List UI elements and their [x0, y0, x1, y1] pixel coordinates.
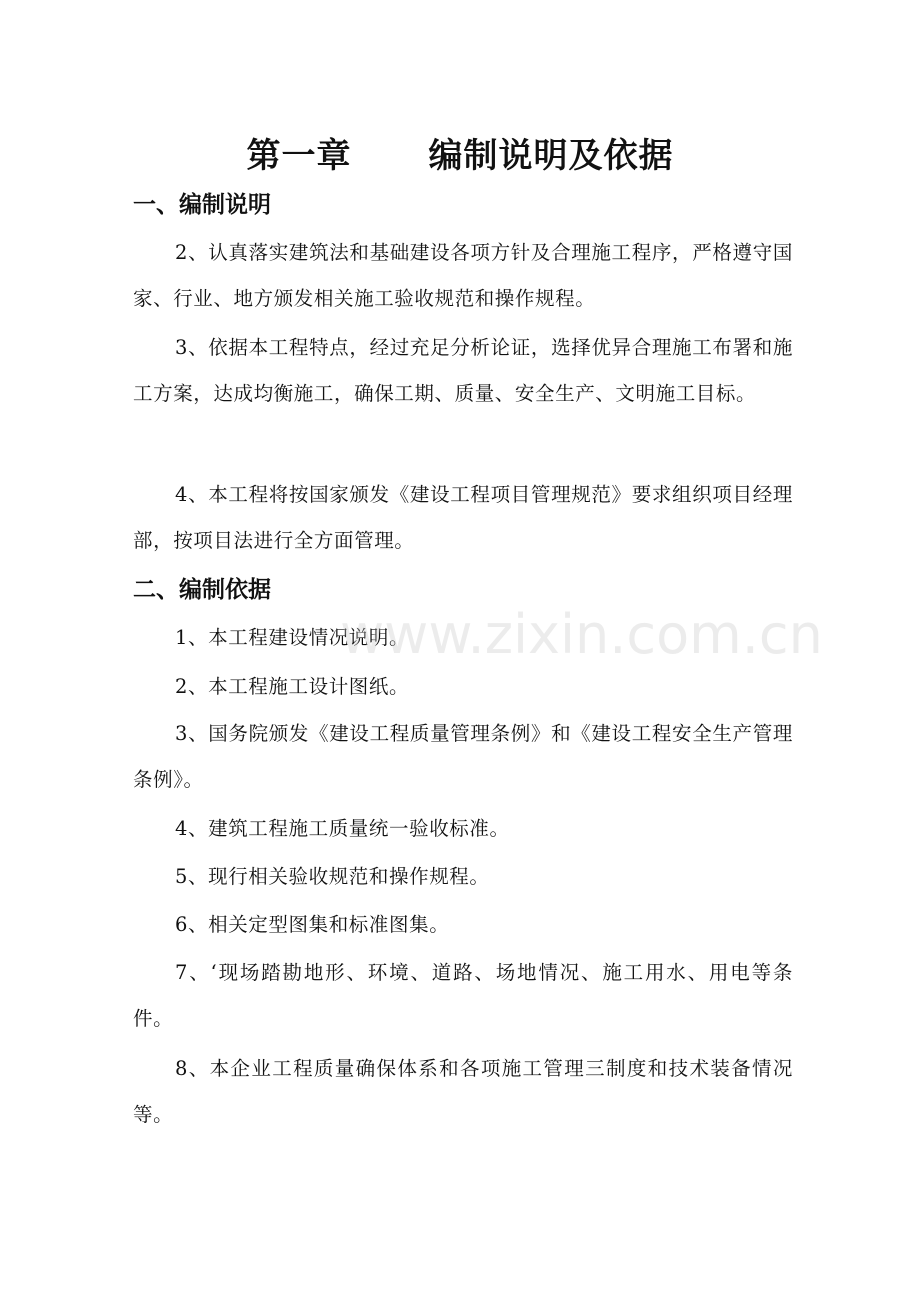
paragraph: 1、本工程建设情况说明。 [175, 626, 410, 649]
paragraph: 2、认真落实建筑法和基础建设各项方针及合理施工程序，严格遵守国家、行业、地方颁发相关施工验收规范和操作规程。 [133, 241, 793, 310]
paragraph: 4、本工程将按国家颁发《建设工程项目管理规范》要求组织项目经理部，按项目法进行全方面管理。 [133, 483, 793, 552]
paragraph: 3、国务院颁发《建设工程质量管理条例》和《建设工程安全生产管理条例》。 [133, 722, 793, 791]
paragraph: 3、依据本工程特点，经过充足分析论证，选择优异合理施工布署和施工方案，达成均衡施工，确保工期、质量、安全生产、文明施工目标。 [133, 336, 793, 405]
watermark-text: www.zixin.com.cn [340, 603, 823, 666]
paragraph: 8、本企业工程质量确保体系和各项施工管理三制度和技术装备情况等。 [133, 1057, 793, 1126]
section-heading-compile-notes: 一、编制说明 [133, 191, 271, 218]
paragraph: 7、‘现场踏勘地形、环境、道路、场地情况、施工用水、用电等条件。 [133, 961, 793, 1030]
chapter-title: 第一章 编制说明及依据 [246, 136, 674, 176]
paragraph: 6、相关定型图集和标准图集。 [175, 913, 450, 936]
section-heading-compile-basis: 二、编制依据 [133, 576, 271, 603]
paragraph: 4、建筑工程施工质量统一验收标准。 [175, 817, 510, 840]
paragraph: 2、本工程施工设计图纸。 [175, 675, 410, 698]
paragraph: 5、现行相关验收规范和操作规程。 [175, 865, 490, 888]
